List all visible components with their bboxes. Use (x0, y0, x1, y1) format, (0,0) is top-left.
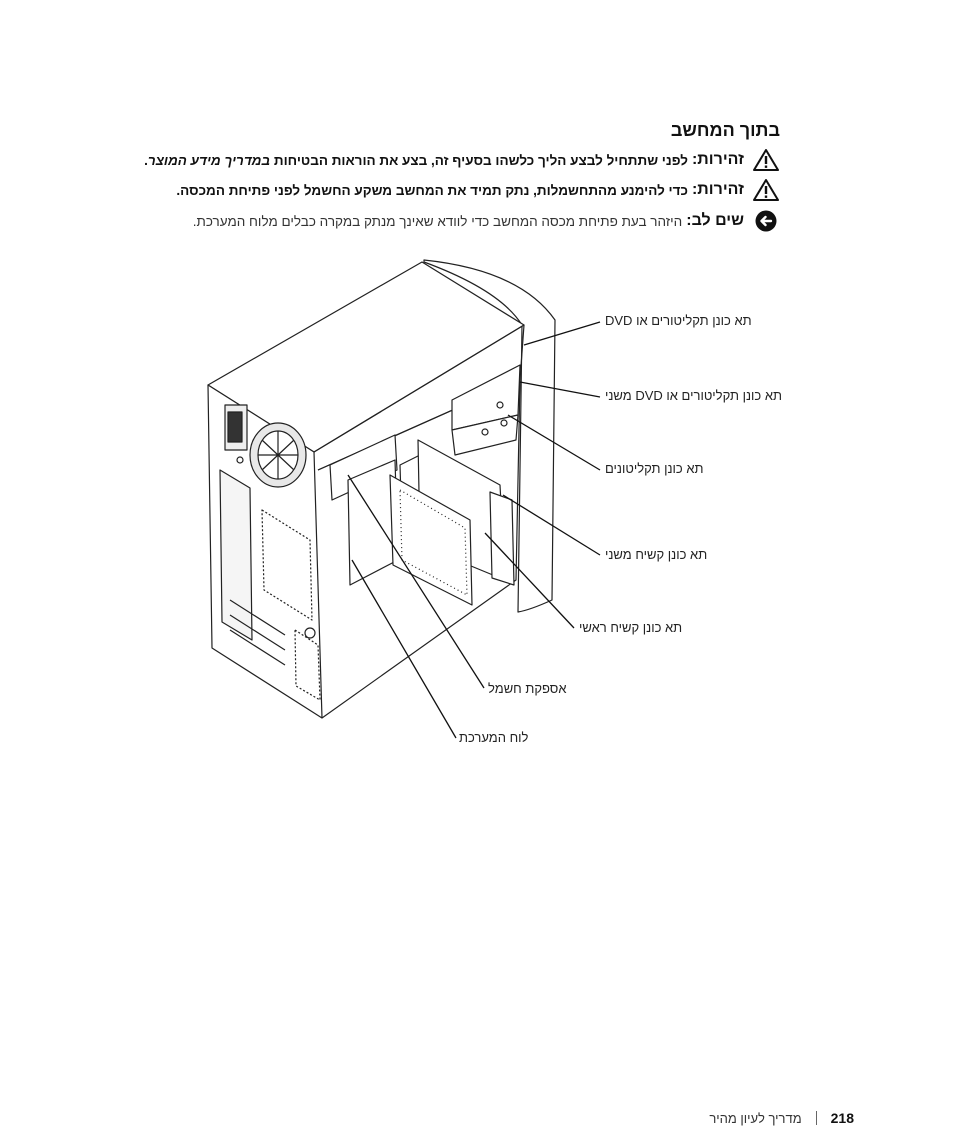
caution-label: זהירות: (691, 151, 744, 168)
page-number: 218 (830, 1110, 854, 1126)
footer-title: מדריך לעיון מהיר (709, 1110, 802, 1126)
notice-text: היזהר בעת פתיחת מכסה המחשב כדי לוודא שאינך מנתק במקרה כבלים מלוח המערכת. (192, 213, 683, 229)
callout-dvd-bay: תא כונן תקליטורים או DVD (605, 313, 752, 328)
callout-hdd-primary: תא כונן קשיח ראשי (579, 620, 683, 635)
section-heading: בתוך המחשב (670, 120, 780, 140)
callout-dvd-bay-2: תא כונן תקליטורים או DVD משני (605, 388, 782, 403)
page-footer (709, 1110, 854, 1126)
callout-system-board: לוח המערכת (459, 730, 529, 745)
callout-floppy-bay: תא כונן תקליטונים (605, 461, 704, 476)
caution-label: זהירות: (691, 181, 744, 198)
caution-text: לפני שתתחיל לבצע הליך כלשהו בסעיף זה, בצע את הוראות הבטיחות במדריך מידע המוצר. (144, 152, 688, 168)
callout-hdd-secondary: תא כונן קשיח משני (605, 547, 708, 562)
footer-divider (816, 1111, 817, 1125)
notice-label: שים לב: (686, 212, 744, 229)
caution-text: כדי להימנע מהתחשמלות, נתק תמיד את המחשב משקע החשמל לפני פתיחת המכסה. (176, 182, 688, 198)
callout-power-supply: אספקת חשמל (488, 681, 567, 696)
